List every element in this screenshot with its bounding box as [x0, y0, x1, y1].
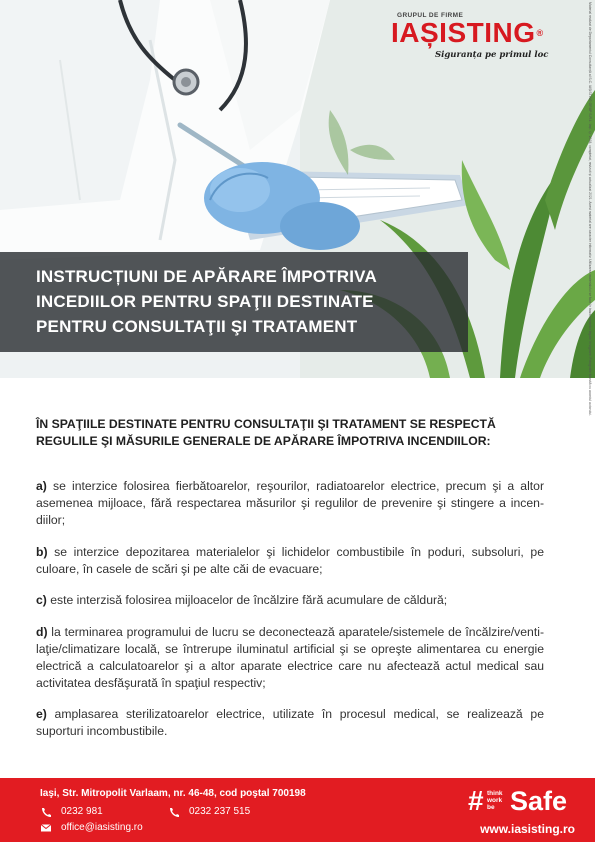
title-line-1: INSTRUCȚIUNI DE APĂRARE ÎMPOTRIVA	[36, 267, 377, 286]
rule-item-c	[36, 592, 447, 609]
footer-email	[40, 822, 143, 833]
rule-key: c)	[36, 593, 47, 607]
website-link[interactable]: www.iasisting.ro	[480, 822, 575, 836]
slogan-word-work: work	[487, 797, 503, 804]
footer-phone-1	[40, 806, 103, 817]
think-work-be-safe-slogan	[468, 786, 578, 822]
rule-text: este interzisă folosirea mijloacelor de încălzire fără acumulare de căldură;	[46, 593, 448, 607]
rule-item-b	[36, 544, 544, 578]
rule-key: d)	[36, 625, 48, 639]
rule-text: se interzice depozitarea materialelor şi lichidelor combustibile în poduri, subsoluri, pe culoare, în casele de scări şi pe alte căi de evacuare;	[36, 545, 544, 576]
registered-mark: ®	[536, 28, 544, 38]
footer-contact-bar	[0, 778, 595, 842]
logo-brand-text: IAȘISTING	[391, 17, 536, 48]
slogan-hash: #	[468, 785, 484, 816]
title-line-2: INCEDIILOR PENTRU SPAŢII DESTINATE	[36, 292, 374, 311]
phone-icon	[40, 807, 52, 817]
phone-icon	[168, 807, 180, 817]
footer-address: Iaşi, Str. Mitropolit Varlaam, nr. 46-48, cod poştal 700198	[40, 788, 306, 799]
logo-group-label: GRUPUL DE FIRME	[397, 12, 464, 19]
intro-heading: ÎN SPAŢIILE DESTINATE PENTRU CONSULTAŢII ŞI TRATAMENT SE RESPECTĂ REGULILE ŞI MĂSURILE GENERALE DE APĂRARE ÎMPOTRIVA INCENDIILOR:	[36, 417, 496, 448]
rule-text: amplasarea sterilizatoarelor electrice, utilizate în procesul medical, se realizează pe suporturi incombustibile.	[36, 707, 544, 738]
company-logo	[391, 10, 569, 62]
email-icon	[40, 823, 52, 833]
rule-item-d	[36, 624, 544, 692]
rule-key: e)	[36, 707, 47, 721]
slogan-word-think: think	[487, 790, 503, 797]
title-line-3: PENTRU CONSULTAŢII ŞI TRATAMENT	[36, 317, 358, 336]
rule-text: se interzice folosirea fierbătoarelor, reşourilor, radiatoarelor electrice, precum şi a altor asemenea mijloace, fără respectarea măsurilor şi regulilor de prevenire şi stingere a incendiilor;	[36, 479, 544, 527]
rule-key: a)	[36, 479, 47, 493]
rule-key: b)	[36, 545, 48, 559]
rule-item-e	[36, 706, 544, 740]
phone-number-1[interactable]: 0232 981	[61, 806, 103, 817]
slogan-safe: Safe	[510, 786, 568, 816]
hero-photo	[0, 0, 595, 378]
rule-text: la terminarea programului de lucru se deconectează aparatele/sistemele de încălzire/ventilaţie/climatizare locală, se întrerupe iluminatul artificial şi se opreşte alimentarea cu energie electrică a calculatoarelor şi a altor aparate electrice care nu afectează actul medical sau activitatea desfăşurată în spaţiul respectiv;	[36, 625, 544, 690]
slogan-small-words	[487, 790, 503, 811]
logo-tagline: Siguranța pe primul loc	[435, 50, 549, 60]
slogan-word-be: be	[487, 804, 495, 811]
footer-phone-2	[168, 806, 250, 817]
email-address[interactable]: office@iasisting.ro	[61, 822, 143, 833]
logo-brand	[391, 19, 569, 47]
side-legal-note: Material realizat de Departamentul Consultanță al S.C. IAȘISTING GRUP S.R.L. Iași. © 2018, completat, revizuit și actualizat 2021. Acest material are caracter informativ. Utilizarea materialului se face în baza normelor legale în vigoare. Fotografie folosită cu acordul autorului.	[588, 2, 592, 416]
instructions-body	[36, 416, 544, 738]
phone-number-2[interactable]: 0232 237 515	[189, 806, 251, 817]
title-band	[0, 252, 468, 352]
rule-item-a	[36, 478, 544, 529]
